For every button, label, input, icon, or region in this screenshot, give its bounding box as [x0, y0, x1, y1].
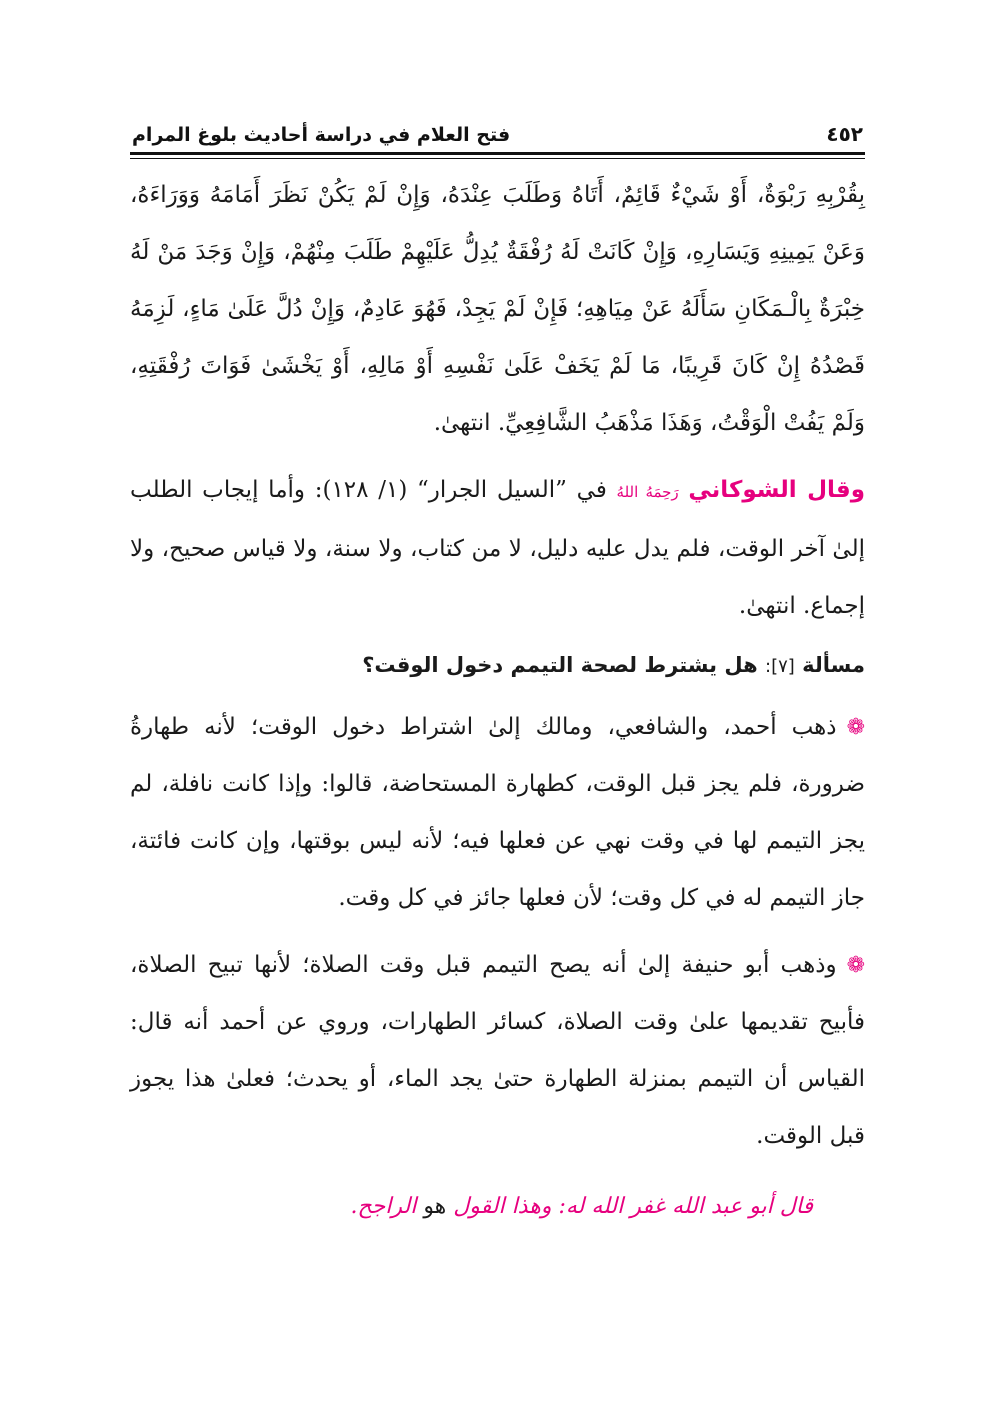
paragraph-opinion-2-text: وذهب أبو حنيفة إلىٰ أنه يصح التيمم قبل وقت الصلاة؛ لأنها تبيح الصلاة، فأبيح تقديمها علىٰ وقت الصلاة، كسائر الطهارات، وروي عن أحمد أنه قال: القياس أن التيمم بمنزلة الطهارة حتىٰ يجد الماء، أو يحدث؛ فعلىٰ هذا يجوز قبل الوقت. [130, 952, 865, 1149]
page-number: ٤٥٢ [826, 122, 863, 146]
paragraph-opinion-2 [130, 937, 865, 1165]
page-content [130, 167, 865, 1227]
question-number: [٧]: [765, 656, 795, 677]
paragraph-quote: بِقُرْبِهِ رَبْوَةٌ، أَوْ شَيْءٌ قَائِمٌ، أَتَاهُ وَطَلَبَ عِنْدَهُ، وَإِنْ لَمْ يَكُنْ نَظَرَ أَمَامَهُ وَوَرَاءَهُ، وَعَنْ يَمِينِهِ وَيَسَارِهِ، وَإِنْ كَانَتْ لَهُ رُفْقَةٌ يُدِلُّ عَلَيْهِمْ طَلَبَ مِنْهُمْ، وَإِنْ وَجَدَ مَنْ لَهُ خِبْرَةٌ بِالْـمَكَانِ سَأَلَهُ عَنْ مِيَاهِهِ؛ فَإِنْ لَمْ يَجِدْ، فَهُوَ عَادِمٌ، وَإِنْ دُلَّ عَلَىٰ مَاءٍ، لَزِمَهُ قَصْدُهُ إِنْ كَانَ قَرِيبًا، مَا لَمْ يَخَفْ عَلَىٰ نَفْسِهِ أَوْ مَالِهِ، أَوْ يَخْشَىٰ فَوَاتَ رُفْقَتِهِ، وَلَمْ يَفُتْ الْوَقْتُ، وَهَذَا مَذْهَبُ الشَّافِعِيِّ. انتهىٰ. [130, 182, 865, 436]
page [130, 108, 865, 1227]
verdict-connector: هو [416, 1194, 454, 1219]
question-text: هل يشترط لصحة التيمم دخول الوقت؟ [362, 653, 765, 677]
header-rule-thin [130, 158, 865, 159]
honorific-glyph: رَحِمَهُ اللهُ [616, 483, 679, 501]
verdict-intro: قال أبو عبد الله غفر الله له: وهذا القول [453, 1194, 813, 1219]
author-verdict [130, 1187, 865, 1227]
flower-bullet-icon: ❁ [846, 953, 865, 978]
paragraph-opinion-1 [130, 699, 865, 927]
question-heading [130, 639, 865, 693]
running-header [130, 108, 865, 146]
paragraph-shawkani-body: في ”السيل الجرار“ (١/ ١٢٨): وأما إيجاب الطلب إلىٰ آخر الوقت، فلم يدل عليه دليل، لا من كتاب، ولا سنة، ولا قياس صحيح، ولا إجماع. انتهىٰ. [130, 477, 865, 619]
paragraph-opinion-1-text: ذهب أحمد، والشافعي، ومالك إلىٰ اشتراط دخول الوقت؛ لأنه طهارةُ ضرورة، فلم يجز قبل الوقت، كطهارة المستحاضة، قالوا: وإذا كانت نافلة، لم يجز التيمم لها في وقت نهي عن فعلها فيه؛ لأنه ليس بوقتها، وإن كانت فائتة، جاز التيمم له في كل وقت؛ لأن فعلها جائز في كل وقت. [130, 714, 865, 911]
paragraph-shawkani [130, 462, 865, 635]
flower-bullet-icon: ❁ [846, 715, 865, 740]
lead-shawkani: وقال الشوكاني [688, 477, 866, 503]
verdict-conclusion: الراجح. [350, 1194, 417, 1219]
header-rule-thick [130, 152, 865, 155]
book-title: فتح العلام في دراسة أحاديث بلوغ المرام [132, 124, 511, 146]
question-label: مسألة [802, 653, 865, 677]
